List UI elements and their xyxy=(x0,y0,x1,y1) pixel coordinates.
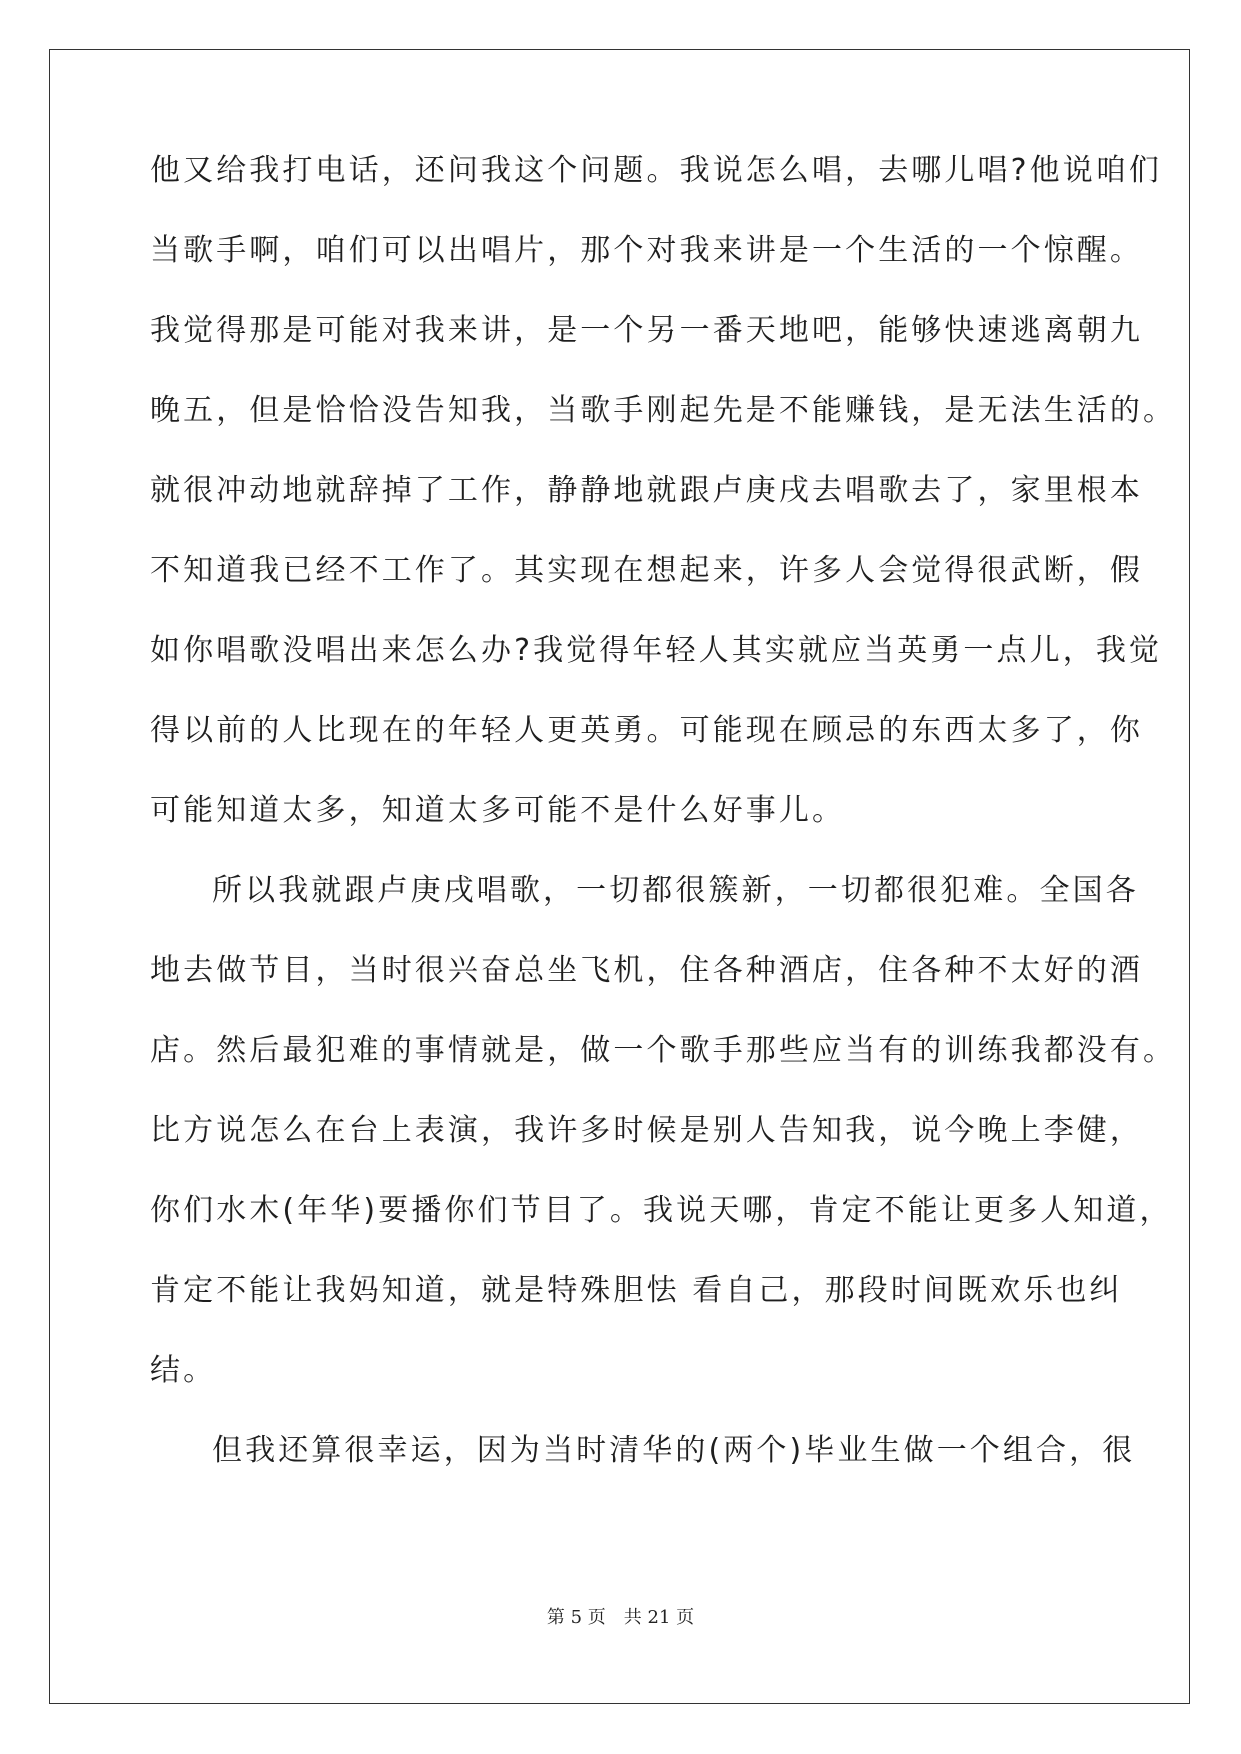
text-line: 就很冲动地就辞掉了工作，静静地就跟卢庚戌去唱歌去了，家里根本 xyxy=(150,473,1143,508)
page-footer xyxy=(0,1606,1241,1630)
text-line: 他又给我打电话，还问我这个问题。我说怎么唱，去哪儿唱?他说咱们 xyxy=(150,153,1163,188)
text-line: 不知道我已经不工作了。其实现在想起来，许多人会觉得很武断，假 xyxy=(150,553,1143,588)
text-line: 店。然后最犯难的事情就是，做一个歌手那些应当有的训练我都没有。 xyxy=(150,1033,1177,1068)
text-line: 晚五，但是恰恰没告知我，当歌手刚起先是不能赚钱，是无法生活的。 xyxy=(150,393,1177,428)
text-line: 得以前的人比现在的年轻人更英勇。可能现在顾忌的东西太多了，你 xyxy=(150,713,1143,748)
text-line: 如你唱歌没唱出来怎么办?我觉得年轻人其实就应当英勇一点儿，我觉 xyxy=(150,633,1163,668)
page-number: 第 5 页 xyxy=(546,1607,606,1628)
text-line: 当歌手啊，咱们可以出唱片，那个对我来讲是一个生活的一个惊醒。 xyxy=(150,233,1143,268)
text-line: 地去做节目，当时很兴奋总坐飞机，住各种酒店，住各种不太好的酒 xyxy=(150,953,1143,988)
text-line: 比方说怎么在台上表演，我许多时候是别人告知我，说今晚上李健， xyxy=(150,1113,1143,1148)
text-line: 肯定不能让我妈知道，就是特殊胆怯 看自己，那段时间既欢乐也纠 xyxy=(150,1273,1123,1308)
paragraph-first-line: 所以我就跟卢庚戌唱歌，一切都很簇新，一切都很犯难。全国各 xyxy=(212,873,1139,908)
text-line: 结。 xyxy=(150,1353,217,1388)
text-line: 可能知道太多，知道太多可能不是什么好事儿。 xyxy=(150,793,846,828)
page-total: 共 21 页 xyxy=(623,1607,695,1628)
text-line: 我觉得那是可能对我来讲，是一个另一番天地吧，能够快速逃离朝九 xyxy=(150,313,1143,348)
text-line: 你们水木(年华)要播你们节目了。我说天哪，肯定不能让更多人知道， xyxy=(150,1193,1173,1228)
paragraph-first-line: 但我还算很幸运，因为当时清华的(两个)毕业生做一个组合，很 xyxy=(212,1433,1136,1468)
